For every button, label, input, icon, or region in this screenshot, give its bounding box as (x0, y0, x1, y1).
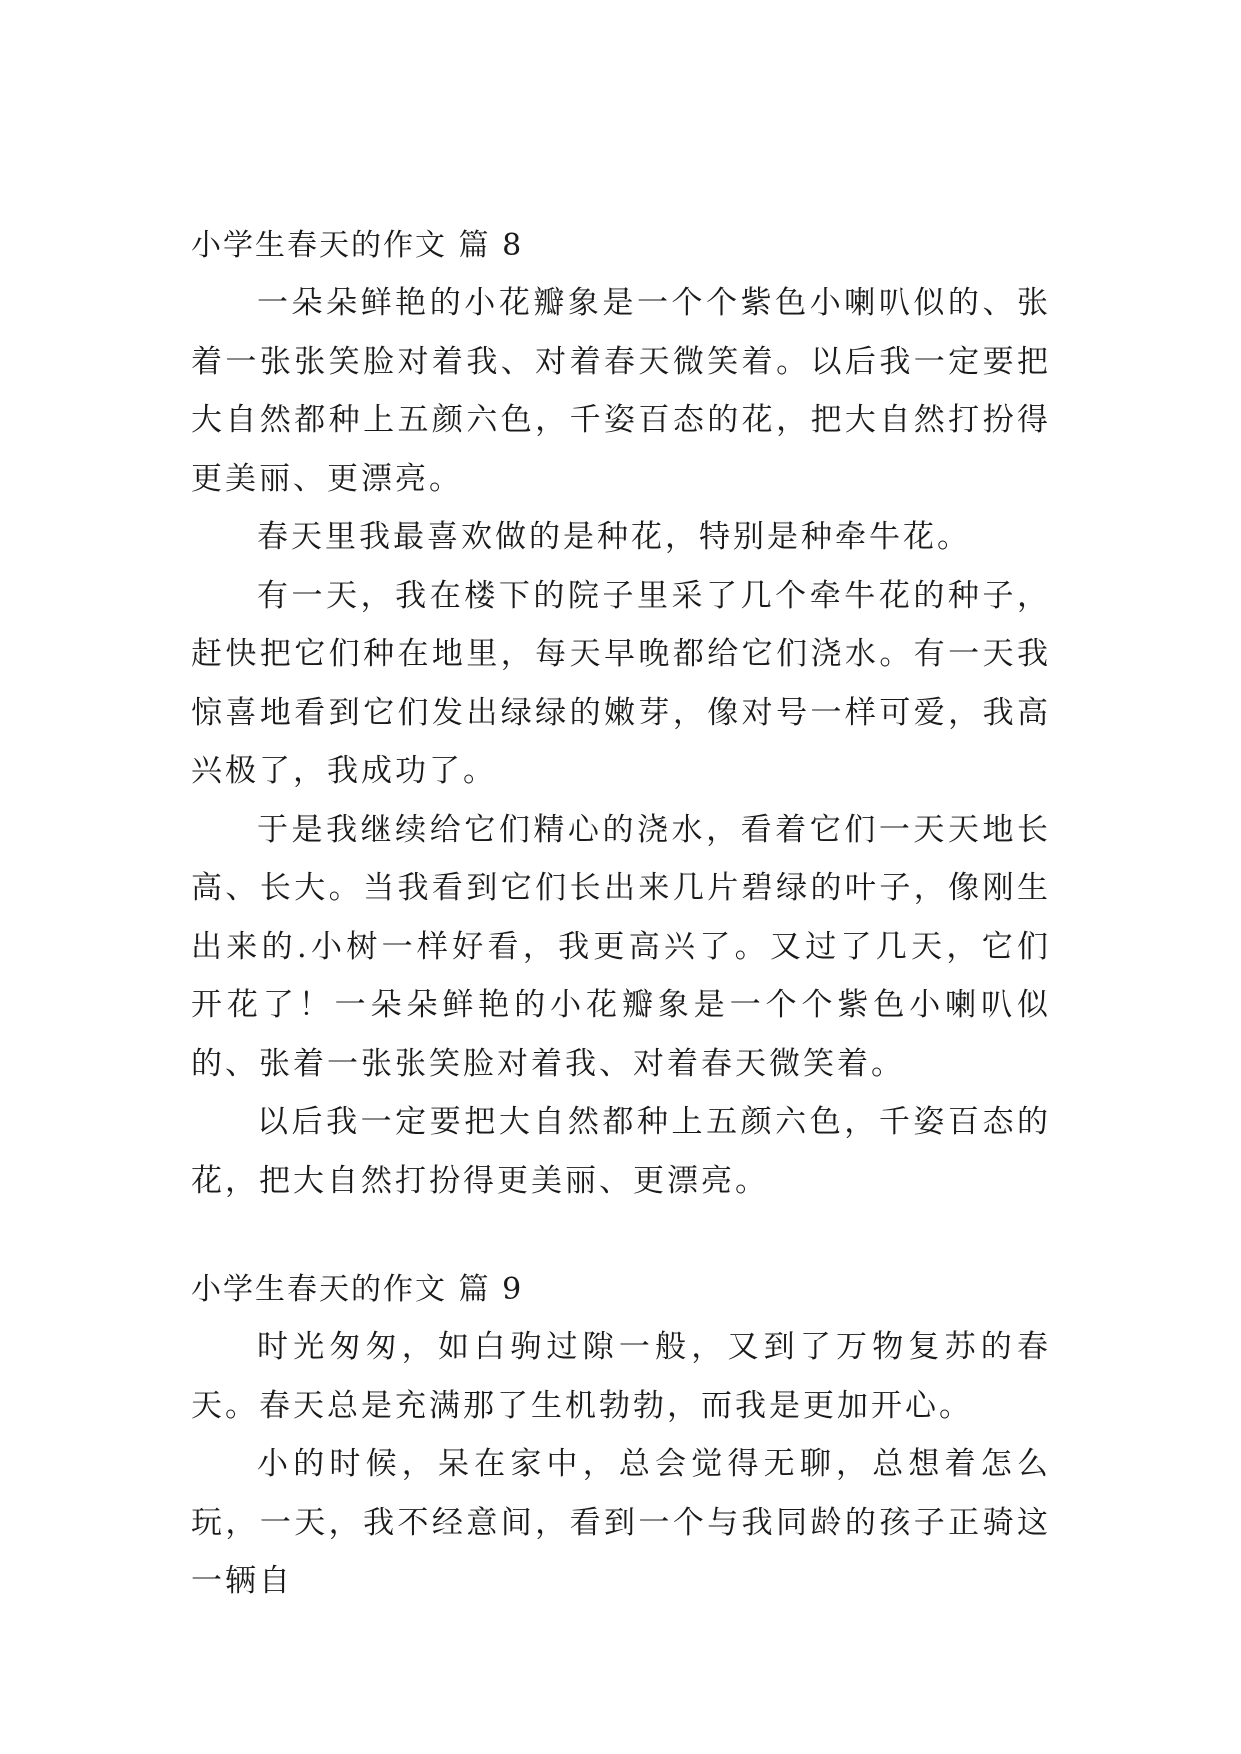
document-body (191, 218, 1051, 1611)
section-heading: 小学生春天的作文 篇 9 (191, 1272, 524, 1307)
essay-section-8 (191, 218, 1051, 1210)
paragraph: 时光匆匆，如白驹过隙一般，又到了万物复苏的春天。春天总是充满那了生机勃勃，而我是更加开心。 (191, 1329, 1051, 1424)
section-heading: 小学生春天的作文 篇 8 (191, 228, 524, 263)
paragraph: 一朵朵鲜艳的小花瓣象是一个个紫色小喇叭似的、张着一张张笑脸对着我、对着春天微笑着。以后我一定要把大自然都种上五颜六色，千姿百态的花，把大自然打扮得更美丽、更漂亮。 (191, 285, 1051, 497)
essay-section-9 (191, 1262, 1051, 1611)
paragraph: 以后我一定要把大自然都种上五颜六色，千姿百态的花，把大自然打扮得更美丽、更漂亮。 (191, 1104, 1051, 1199)
paragraph: 于是我继续给它们精心的浇水，看着它们一天天地长高、长大。当我看到它们长出来几片碧绿的叶子，像刚生出来的.小树一样好看，我更高兴了。又过了几天，它们开花了！一朵朵鲜艳的小花瓣象是一个个紫色小喇叭似的、张着一张张笑脸对着我、对着春天微笑着。 (191, 811, 1051, 1082)
paragraph: 小的时候，呆在家中，总会觉得无聊，总想着怎么玩，一天，我不经意间，看到一个与我同龄的孩子正骑这一辆自 (191, 1446, 1051, 1599)
paragraph: 春天里我最喜欢做的是种花，特别是种牵牛花。 (257, 519, 971, 555)
paragraph: 有一天，我在楼下的院子里采了几个牵牛花的种子，赶快把它们种在地里，每天早晚都给它们浇水。有一天我惊喜地看到它们发出绿绿的嫩芽，像对号一样可爱，我高兴极了，我成功了。 (191, 577, 1051, 789)
